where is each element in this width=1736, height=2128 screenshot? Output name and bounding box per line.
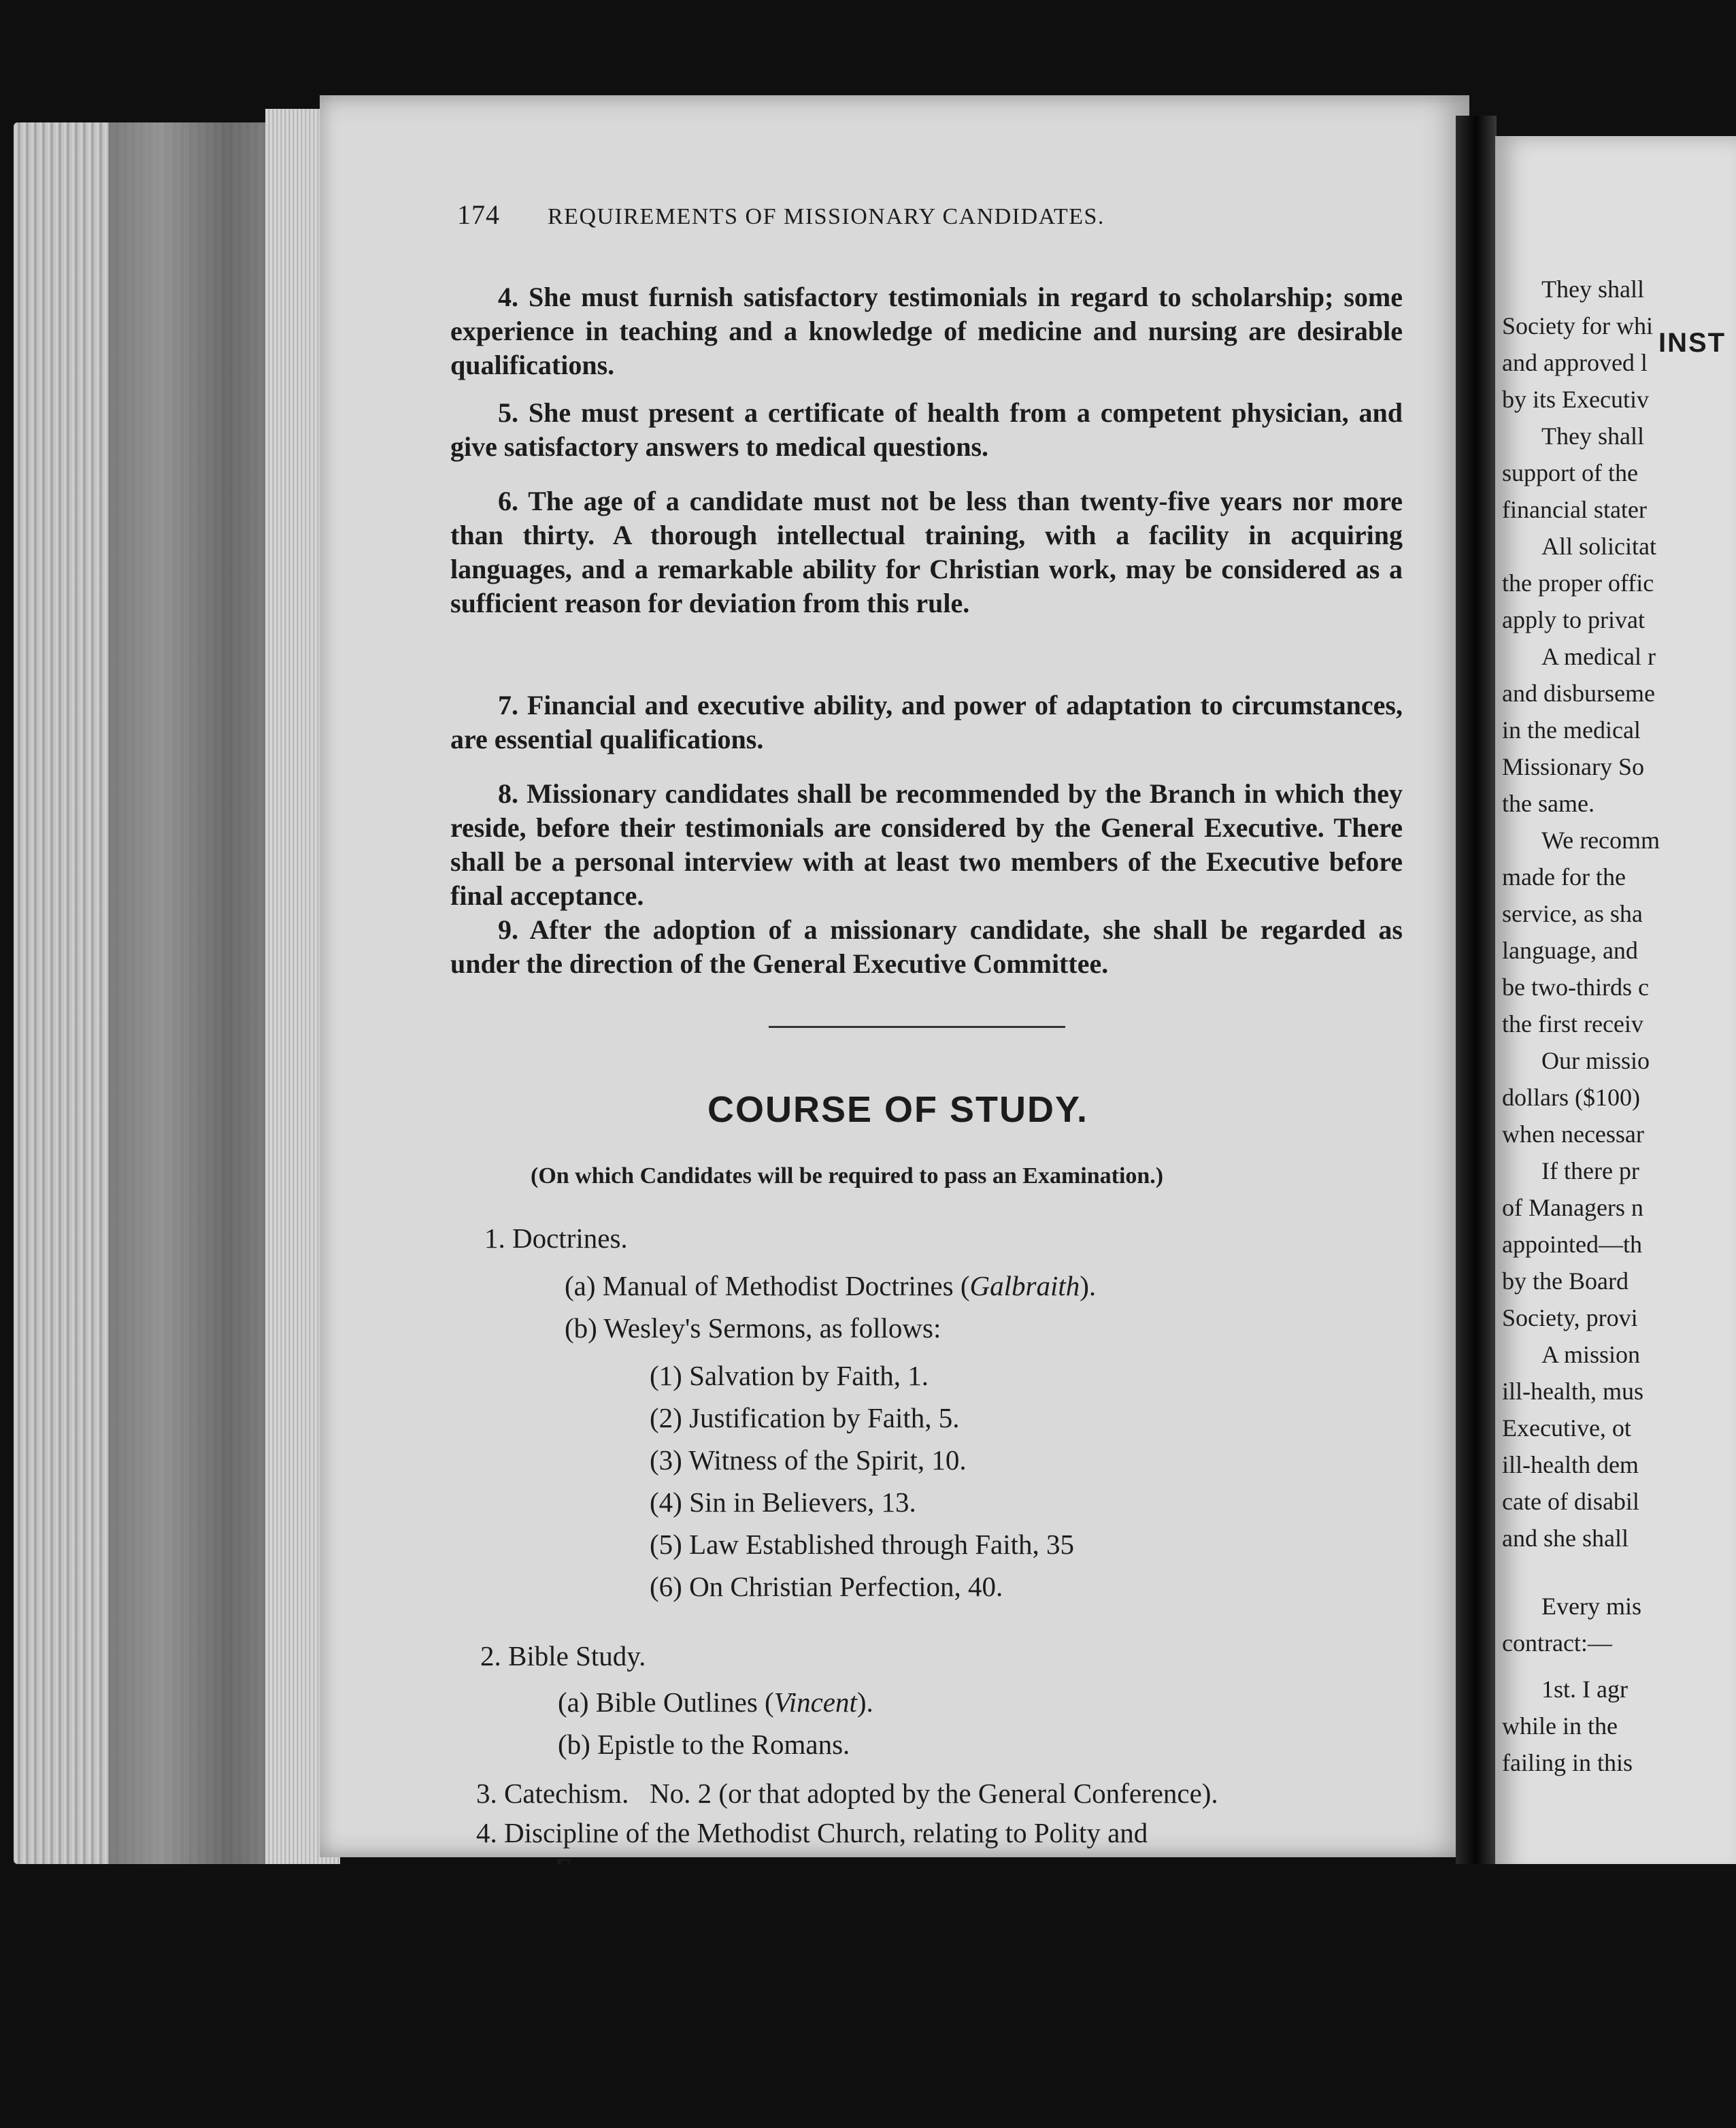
right-page-line: made for the xyxy=(1502,863,1626,891)
right-page-line: We recomm xyxy=(1541,827,1660,854)
right-page xyxy=(1495,136,1736,1878)
study-item-bible: 2. Bible Study. xyxy=(480,1640,646,1672)
study-subitem-sermons: (b) Wesley's Sermons, as follows: xyxy=(565,1312,941,1344)
right-page-line: They shall xyxy=(1541,276,1644,303)
scan-background xyxy=(0,1864,1736,2128)
study-subitem-manual: (a) Manual of Methodist Doctrines (Galbraith). xyxy=(565,1270,1097,1301)
requirement-8: 8. Missionary candidates shall be recommended by the Branch in which they reside, before their testimonials are considered by the General Executive. There shall be a personal interview with at least two members of the Executive before final acceptance. xyxy=(450,778,1403,911)
study-subitem-outlines: (a) Bible Outlines (Vincent). xyxy=(558,1686,873,1718)
right-page-line: ill-health dem xyxy=(1502,1451,1639,1478)
right-page-line: and disburseme xyxy=(1502,680,1655,707)
study-subitem-romans: (b) Epistle to the Romans. xyxy=(558,1729,850,1760)
right-page-line: They shall xyxy=(1541,422,1644,450)
right-page-line: by its Executiv xyxy=(1502,386,1649,413)
subitem-marker: (a) xyxy=(565,1270,596,1301)
right-page-line: Our missio xyxy=(1541,1047,1650,1074)
right-page-line: dollars ($100) xyxy=(1502,1084,1640,1111)
right-page-heading: INST xyxy=(1658,328,1726,358)
section-divider xyxy=(769,1026,1065,1028)
author-name: Vincent xyxy=(773,1686,857,1718)
course-subtitle: (On which Candidates will be required to pass an Examination.) xyxy=(531,1163,1164,1188)
right-page-line: financial stater xyxy=(1502,496,1647,523)
study-item-catechism: 3. Catechism. No. 2 (or that adopted by the General Conference). xyxy=(476,1778,1218,1809)
study-item-discipline: 4. Discipline of the Methodist Church, relating to Polity and xyxy=(476,1817,1148,1848)
sermon-item: (1) Salvation by Faith, 1. xyxy=(650,1360,929,1391)
right-page-line: contract:— xyxy=(1502,1629,1612,1657)
requirement-6: 6. The age of a candidate must not be less than twenty-five years nor more than thirty. A thorough intellectual training, with a facility in acquiring languages, and a remarkable ability for Christian work, may be considered as a sufficient reason for deviation from this rule. xyxy=(450,486,1403,618)
right-page-line: All solicitat xyxy=(1541,533,1656,560)
subitem-marker: (b) xyxy=(565,1312,597,1344)
right-page-line: Executive, ot xyxy=(1502,1414,1631,1442)
right-page-line: ill-health, mus xyxy=(1502,1378,1643,1405)
right-page-line: failing in this xyxy=(1502,1749,1633,1776)
right-page-line: and she shall xyxy=(1502,1525,1629,1552)
right-page-line: language, and xyxy=(1502,937,1638,964)
right-page-line: while in the xyxy=(1502,1712,1618,1740)
sermon-item: (6) On Christian Perfection, 40. xyxy=(650,1571,1003,1602)
right-page-line: Every mis xyxy=(1541,1593,1641,1620)
right-page-line: Society, provi xyxy=(1502,1304,1638,1331)
right-page-line: Missionary So xyxy=(1502,753,1645,780)
right-page-line: 1st. I agr xyxy=(1541,1676,1628,1703)
right-page-line: by the Board xyxy=(1502,1267,1629,1295)
right-page-line: service, as sha xyxy=(1502,900,1643,927)
requirement-5: 5. She must present a certificate of health from a competent physician, and give satisfactory answers to medical questions. xyxy=(450,397,1403,462)
sermon-item: (5) Law Established through Faith, 35 xyxy=(650,1529,1075,1560)
subitem-marker: (a) xyxy=(558,1686,589,1718)
right-page-line: A mission xyxy=(1541,1341,1641,1368)
running-head xyxy=(457,199,1273,231)
right-page-line: If there pr xyxy=(1541,1157,1639,1184)
right-page-line: the proper offic xyxy=(1502,569,1654,597)
right-page-line: apply to privat xyxy=(1502,606,1645,633)
right-page-line: the same. xyxy=(1502,790,1595,817)
running-head-title: REQUIREMENTS OF MISSIONARY CANDIDATES. xyxy=(548,204,1105,229)
requirement-4: 4. She must furnish satisfactory testimonials in regard to scholarship; some experience in teaching and a knowledge of medicine and nursing are desirable qualifications. xyxy=(450,282,1403,380)
right-page-line: the first receiv xyxy=(1502,1010,1643,1037)
right-page-line: be two-thirds c xyxy=(1502,974,1649,1001)
sermon-item: (4) Sin in Believers, 13. xyxy=(650,1486,916,1518)
requirement-7: 7. Financial and executive ability, and power of adaptation to circumstances, are essential qualifications. xyxy=(450,690,1403,754)
course-title: COURSE OF STUDY. xyxy=(707,1089,1089,1130)
page-number: 174 xyxy=(457,199,500,230)
right-page-line: when necessar xyxy=(1502,1120,1644,1148)
author-name: Galbraith xyxy=(969,1270,1080,1301)
subitem-marker: (b) xyxy=(558,1729,590,1760)
right-page-line: support of the xyxy=(1502,459,1638,486)
requirement-9: 9. After the adoption of a missionary candidate, she shall be regarded as under the direction of the General Executive Committee. xyxy=(450,914,1403,979)
study-item-doctrines: 1. Doctrines. xyxy=(484,1223,628,1254)
right-page-line: Society for whi xyxy=(1502,312,1653,339)
right-page-line: A medical r xyxy=(1541,643,1656,670)
sermon-item: (3) Witness of the Spirit, 10. xyxy=(650,1444,967,1476)
right-page-line: cate of disabil xyxy=(1502,1488,1639,1515)
right-page-line: appointed—th xyxy=(1502,1231,1642,1258)
right-page-line: and approved l xyxy=(1502,349,1648,376)
sermon-item: (2) Justification by Faith, 5. xyxy=(650,1402,960,1433)
right-page-line: of Managers n xyxy=(1502,1194,1643,1221)
book-gutter xyxy=(1456,116,1497,1864)
right-page-line: in the medical xyxy=(1502,716,1641,744)
